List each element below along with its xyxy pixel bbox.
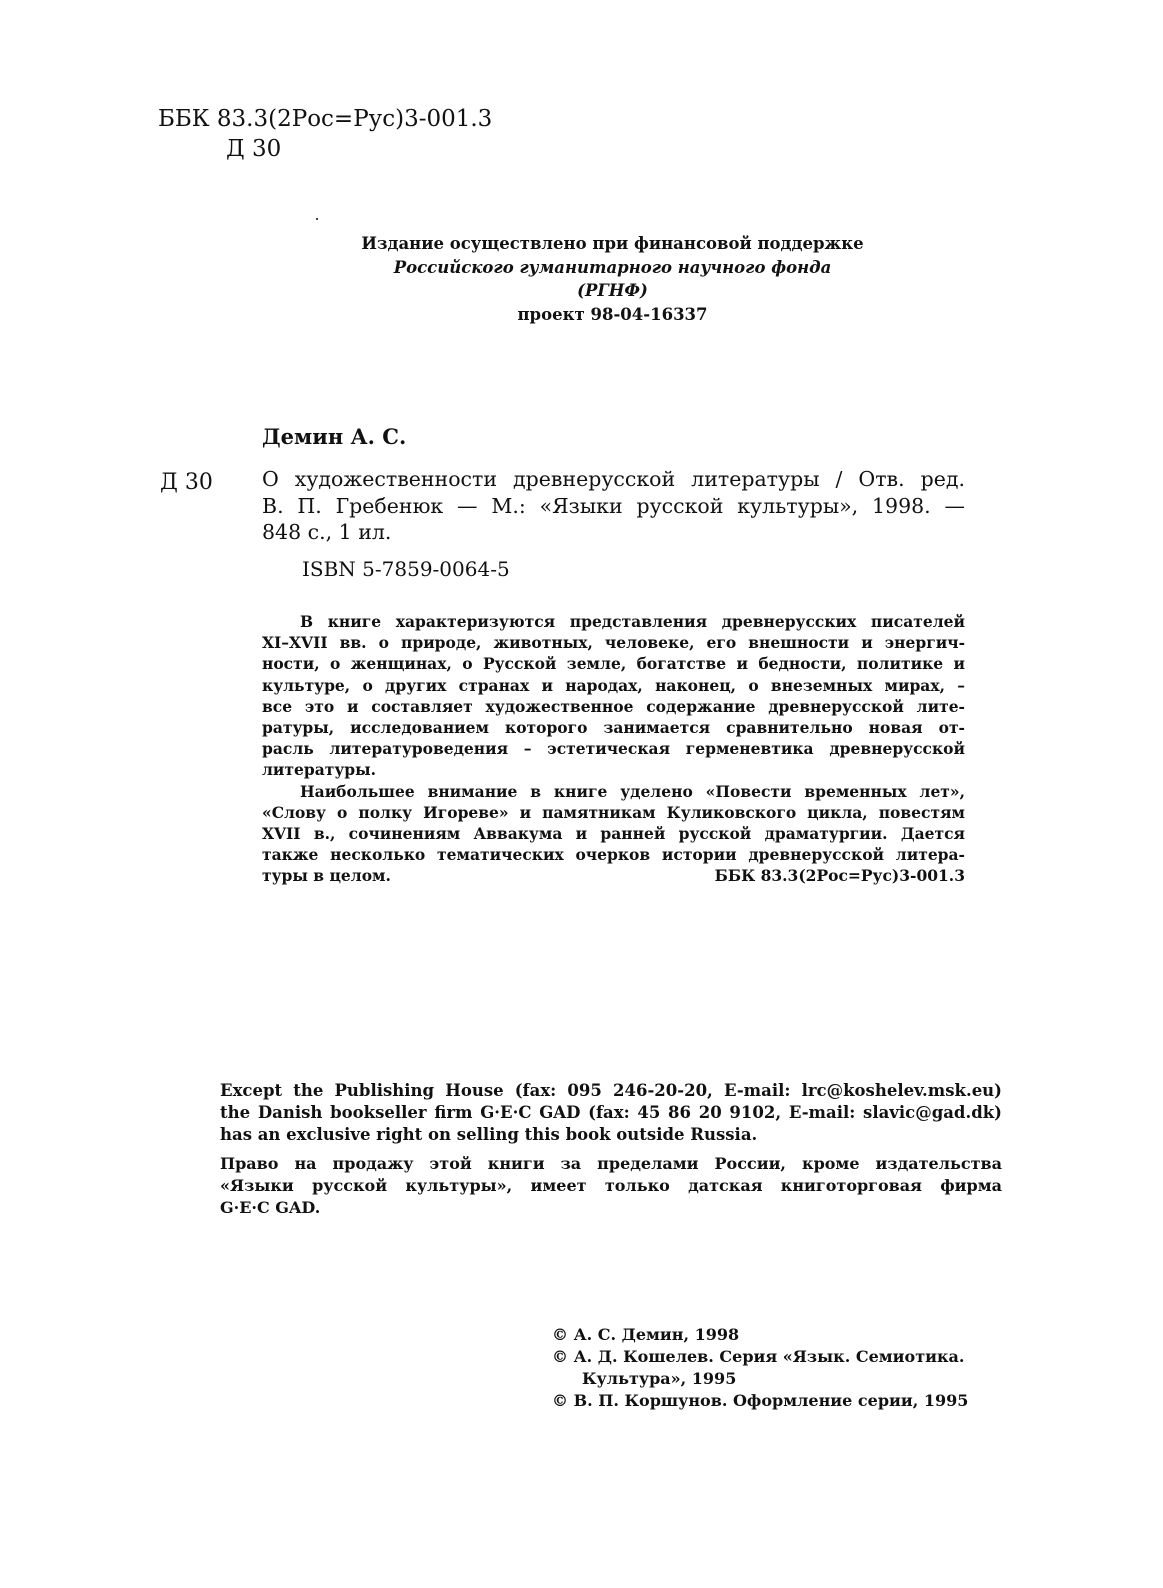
copyright-line: © В. П. Коршунов. Оформление серии, 1995	[552, 1391, 969, 1410]
print-speck	[316, 218, 318, 220]
biblio-line: В. П. Гребенюк — М.: «Языки русской культуры», 1998. —	[262, 493, 965, 518]
entry-author: Демин А. С.	[262, 424, 407, 449]
bibliographic-description	[262, 466, 965, 546]
rights-en-line: has an exclusive right on selling this book outside Russia.	[220, 1125, 758, 1144]
rights-notice-english	[220, 1080, 1002, 1146]
funding-line-2: Российского гуманитарного научного фонда	[393, 257, 832, 277]
rights-notice-russian	[220, 1153, 1002, 1219]
funding-line-3: (РГНФ)	[577, 281, 648, 300]
bbk-code: ББК 83.3(2Рос=Рус)3-001.3	[158, 106, 493, 132]
annotation-line: XI–XVII вв. о природе, животных, человеке, его внешности и энергич-	[262, 633, 965, 653]
annotation-bbk: ББК 83.3(2Рос=Рус)3-001.3	[714, 866, 965, 886]
annotation-line: XVII в., сочинениям Аввакума и ранней русской драматургии. Дается	[262, 824, 965, 844]
copyright-line: © А. Д. Кошелев. Серия «Язык. Семиотика.	[552, 1347, 965, 1366]
annotation-line: туры в целом.	[262, 866, 391, 886]
funding-project: проект 98-04-16337	[517, 304, 708, 324]
annotation	[262, 611, 965, 887]
isbn: ISBN 5-7859-0064-5	[302, 557, 510, 581]
annotation-line: «Слову о полку Игореве» и памятникам Куликовского цикла, повестям	[262, 802, 965, 822]
annotation-line: литературы.	[262, 760, 377, 780]
annotation-line: В книге характеризуются представления древнерусских писателей	[300, 612, 965, 631]
funding-line-1: Издание осуществлено при финансовой поддержке	[361, 234, 864, 253]
annotation-line: Наибольшее внимание в книге уделено «Повести временных лет»,	[300, 781, 965, 801]
rights-en-line: the Danish bookseller firm G·E·C GAD (fax: 45 86 20 9102, E-mail: slavic@gad.dk)	[220, 1103, 1002, 1122]
biblio-line: О художественности древнерусской литературы / Отв. ред.	[262, 467, 965, 491]
annotation-line: ности, о женщинах, о Русской земле, богатстве и бедности, политике и	[262, 654, 965, 674]
annotation-line: все это и составляет художественное содержание древнерусской лите-	[262, 696, 965, 716]
copyright-block	[552, 1324, 992, 1412]
annotation-line: расль литературоведения – эстетическая герменевтика древнерусской	[262, 739, 965, 759]
rights-ru-line: Право на продажу этой книги за пределами России, кроме издательства	[220, 1154, 1002, 1173]
copyright-line: Культура», 1995	[582, 1369, 737, 1388]
entry-author-mark: Д 30	[160, 470, 213, 495]
annotation-line: культуре, о других странах и народах, наконец, о внеземных мирах, –	[262, 675, 965, 695]
funding-notice	[340, 232, 885, 326]
copyright-line: © А. С. Демин, 1998	[552, 1325, 740, 1344]
rights-en-line: Except the Publishing House (fax: 095 246-20-20, E-mail: lrc@koshelev.msk.eu)	[220, 1081, 1002, 1100]
rights-ru-line: «Языки русской культуры», имеет только датская книготорговая фирма	[220, 1176, 1002, 1195]
annotation-line: также несколько тематических очерков истории древнерусской литера-	[262, 845, 965, 865]
annotation-line: ратуры, исследованием которого занимается сравнительно новая от-	[262, 718, 965, 738]
author-mark-top: Д 30	[226, 136, 282, 162]
biblio-line: 848 с., 1 ил.	[262, 520, 392, 544]
bbk-header	[158, 104, 492, 164]
rights-ru-line: G·E·C GAD.	[220, 1198, 321, 1217]
